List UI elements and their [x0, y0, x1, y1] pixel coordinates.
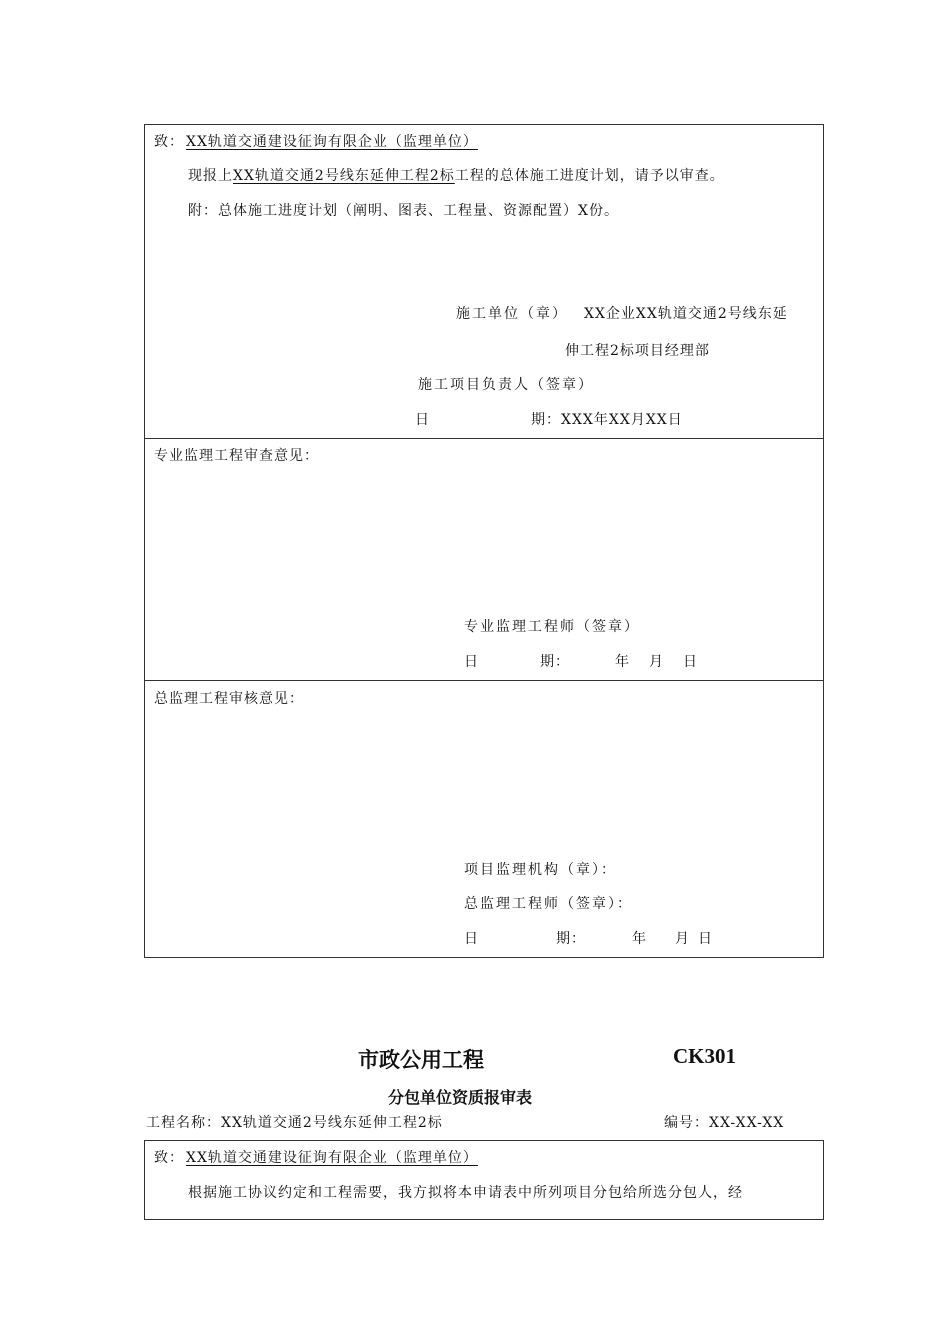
addressee-unit-2: XX轨道交通建设征询有限企业（监理单位） [186, 1150, 478, 1166]
addressee-prefix-2: 致： [154, 1150, 184, 1166]
specialist-date-day: 日 [683, 654, 698, 670]
chief-date-month: 月 [675, 931, 690, 947]
chief-date-ri: 日 [464, 931, 479, 947]
specialist-date-year: 年 [615, 654, 630, 670]
chief-date-year: 年 [632, 931, 647, 947]
attachment-line: 附：总体施工进度计划（阐明、图表、工程量、资源配置）X份。 [188, 203, 619, 219]
section-divider-2 [144, 680, 824, 681]
chief-date-qi: 期： [556, 931, 586, 947]
contractor-name-line2: 伸工程2标项目经理部 [565, 343, 710, 359]
addressee-prefix: 致： [154, 134, 184, 150]
submission-line [188, 165, 725, 185]
submission-suffix: 工程的总体施工进度计划，请予以审查。 [454, 168, 725, 184]
form-code: CK301 [673, 1044, 736, 1068]
form-subtitle: 分包单位资质报审表 [388, 1088, 533, 1107]
contractor-name-line1: XX企业XX轨道交通2号线东延 [584, 306, 788, 322]
submission-prefix: 现报上 [188, 168, 233, 184]
project-name-field: 工程名称：XX轨道交通2号线东延伸工程2标 [146, 1115, 443, 1131]
specialist-date-qi: 期： [540, 654, 570, 670]
project-name: XX轨道交通2号线东延伸工程2标 [233, 168, 455, 184]
chief-review-heading: 总监理工程审核意见： [154, 691, 304, 707]
specialist-date-month: 月 [649, 654, 664, 670]
chief-date-day: 日 [698, 931, 713, 947]
subcontract-body: 根据施工协议约定和工程需要，我方拟将本申请表中所列项目分包给所选分包人，经 [188, 1185, 743, 1201]
specialist-review-heading: 专业监理工程审查意见： [154, 448, 319, 464]
specialist-date-ri: 日 [464, 654, 479, 670]
supervision-org-label: 项目监理机构（章）： [464, 862, 617, 878]
section-divider-1 [144, 438, 824, 439]
contractor-label: 施工单位（章） [456, 306, 568, 322]
date-label-ri: 日 [415, 412, 430, 428]
submission-date: 期：XXX年XX月XX日 [531, 412, 683, 428]
progress-plan-form [144, 124, 824, 958]
chief-engineer-label: 总监理工程师（签章）： [464, 896, 633, 912]
form-category-title: 市政公用工程 [358, 1048, 484, 1072]
specialist-sign-label: 专业监理工程师（签章） [464, 619, 640, 635]
addressee-unit: XX轨道交通建设征询有限企业（监理单位） [186, 134, 478, 150]
form-number: 编号：XX-XX-XX [664, 1115, 785, 1131]
project-manager-label: 施工项目负责人（签章） [418, 377, 594, 393]
